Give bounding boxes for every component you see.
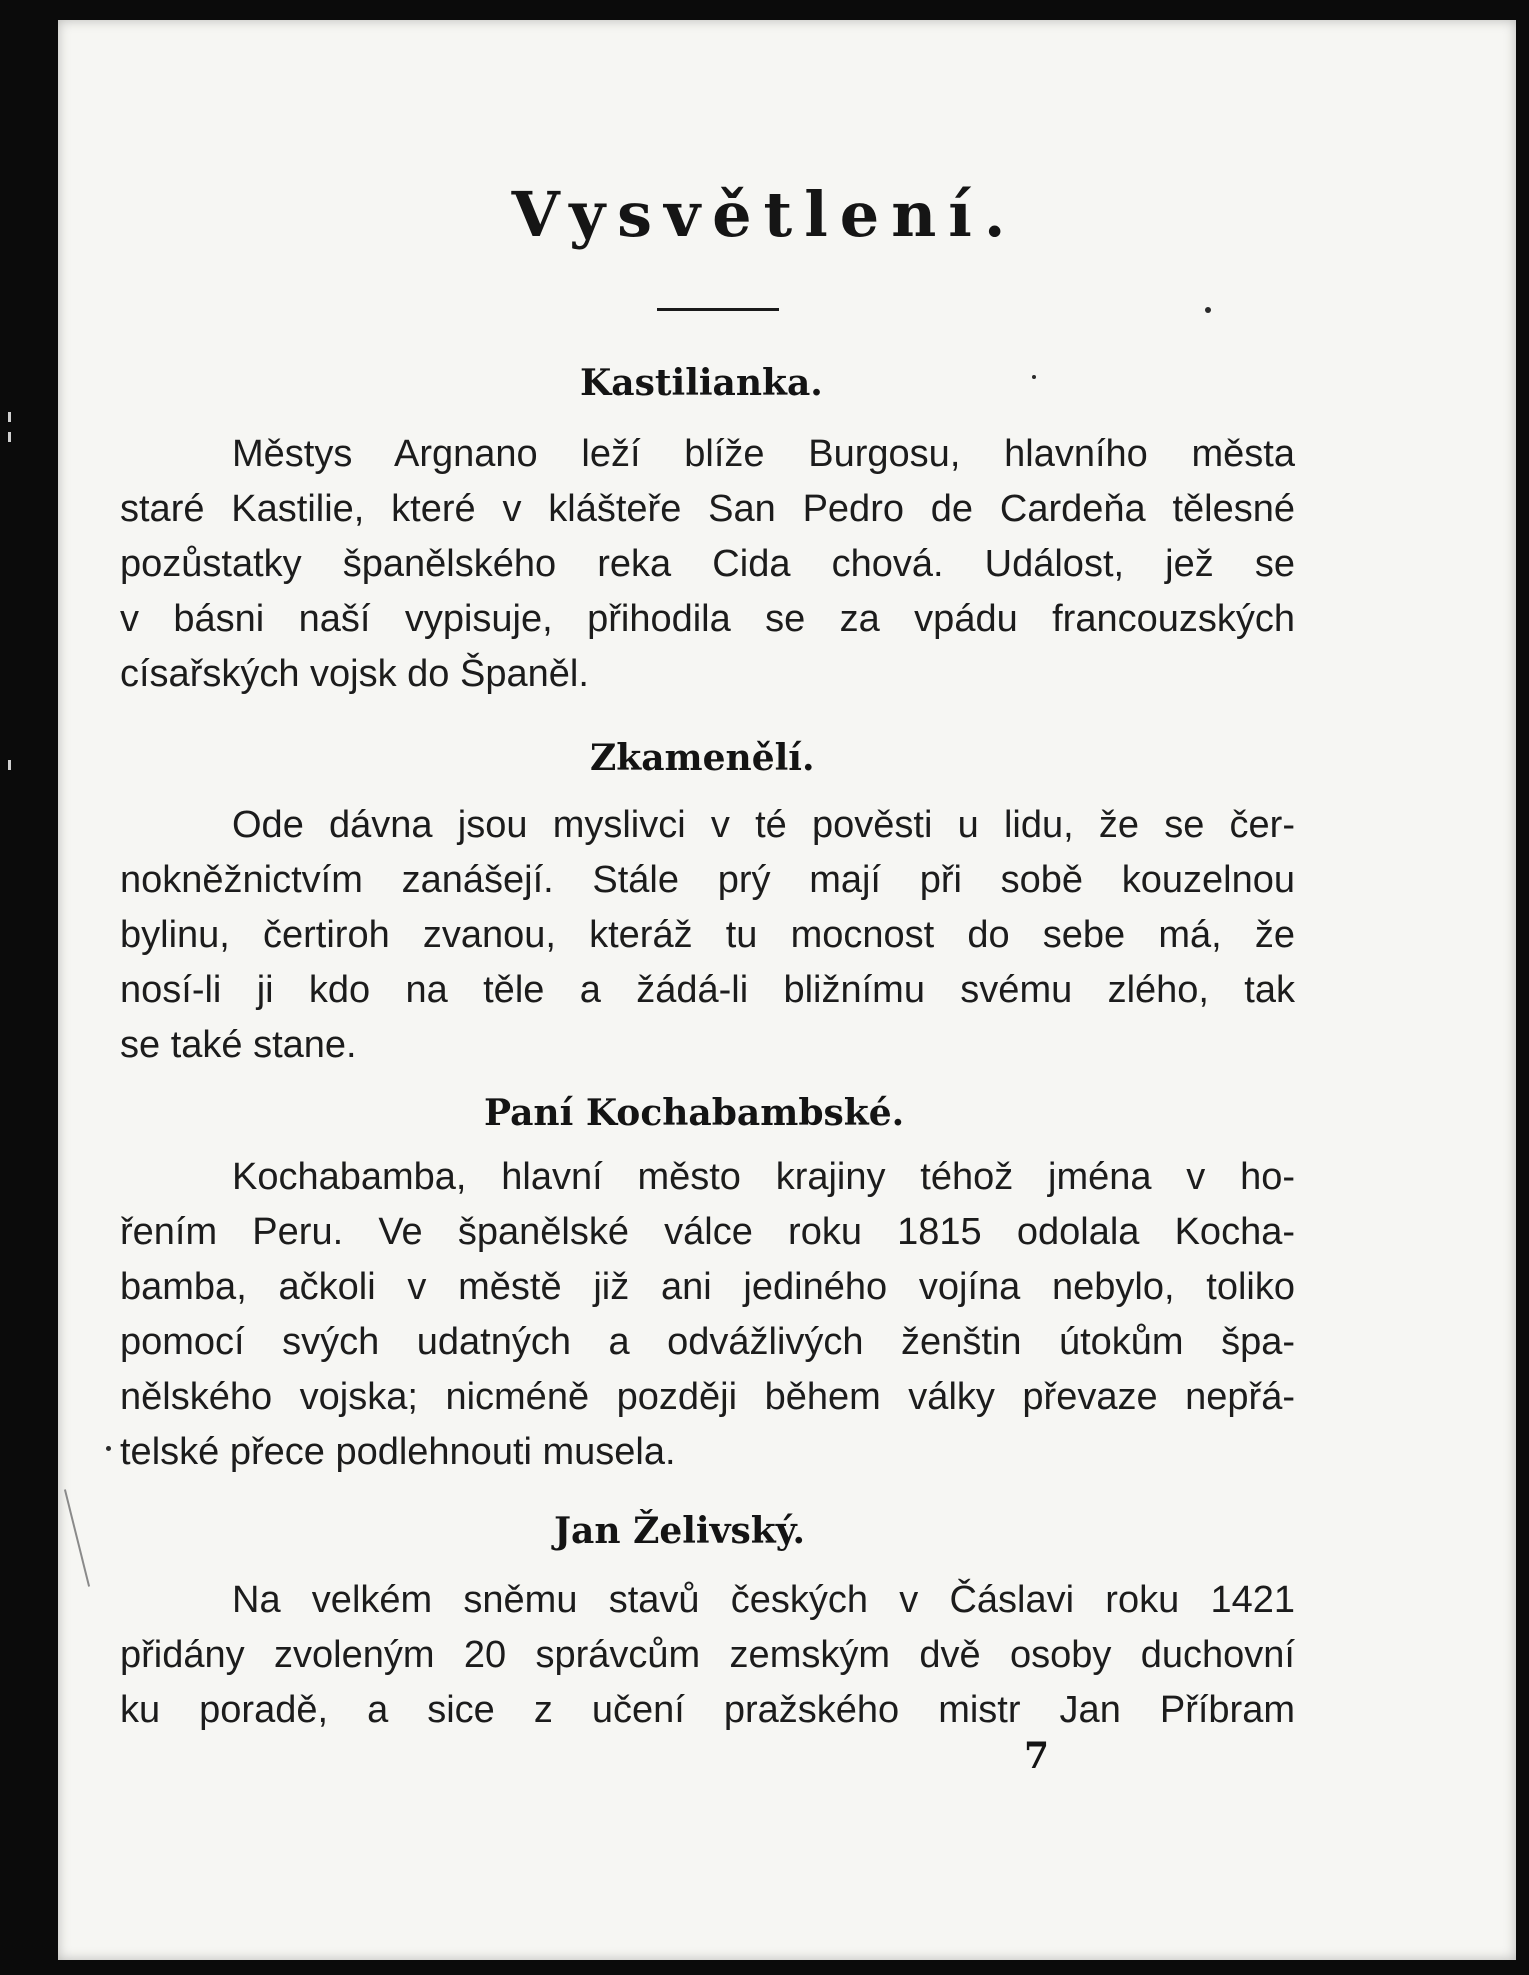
text-line: nělského vojska; nicméně později během války převaze nepřá- [120,1376,1295,1418]
text-line: se také stane. [120,1024,357,1066]
title-divider [657,308,779,311]
text-line: telské přece podlehnouti musela. [120,1431,676,1473]
text-line: bamba, ačkoli v městě již ani jediného vojína nebylo, toliko [120,1266,1295,1308]
edge-speck [8,412,11,422]
left-page-edge [0,0,58,1975]
page-title: Vysvětlení. [511,178,1018,251]
edge-speck [8,432,11,442]
text-line: císařských vojsk do Španěl. [120,653,589,695]
text-line: nosí-li ji kdo na těle a žádá-li bližnímu svému zlého, tak [120,969,1295,1011]
text-line: pozůstatky španělského reka Cida chová. Událost, jež se [120,543,1295,585]
text-line: nokněžnictvím zanášejí. Stále prý mají při sobě kouzelnou [120,859,1295,901]
ink-speck [1032,375,1036,379]
text-line: bylinu, čertiroh zvanou, kteráž tu mocnost do sebe má, že [120,914,1295,956]
text-line: Na velkém sněmu stavů českých v Čáslavi roku 1421 [232,1579,1295,1621]
text-line: přidány zvoleným 20 správcům zemským dvě osoby duchovní [120,1634,1295,1676]
section-heading-jan-zelivsky: Jan Želivský. [554,1510,806,1552]
section-heading-kastilianka: Kastilianka. [580,362,823,404]
text-line: Ode dávna jsou myslivci v té pověsti u lidu, že se čer- [232,804,1295,846]
text-line: ku poradě, a sice z učení pražského mistr Jan Příbram [120,1689,1295,1731]
text-line: řením Peru. Ve španělské válce roku 1815 odolala Kocha- [120,1211,1295,1253]
ink-speck [1205,307,1211,313]
ink-speck [106,1446,111,1451]
text-line: pomocí svých udatných a odvážlivých ženštin útokům špa- [120,1321,1295,1363]
section-heading-kochabambske: Paní Kochabambské. [484,1092,905,1134]
edge-speck [8,760,11,770]
text-line: staré Kastilie, které v klášteře San Pedro de Cardeňa tělesné [120,488,1295,530]
text-line: v básni naší vypisuje, přihodila se za vpádu francouzských [120,598,1295,640]
section-heading-zkameneli: Zkamenělí. [590,737,815,779]
text-line: Městys Argnano leží blíže Burgosu, hlavního města [232,433,1295,475]
text-line: Kochabamba, hlavní město krajiny téhož jména v ho- [232,1156,1295,1198]
page-number: 7 [1024,1735,1050,1777]
